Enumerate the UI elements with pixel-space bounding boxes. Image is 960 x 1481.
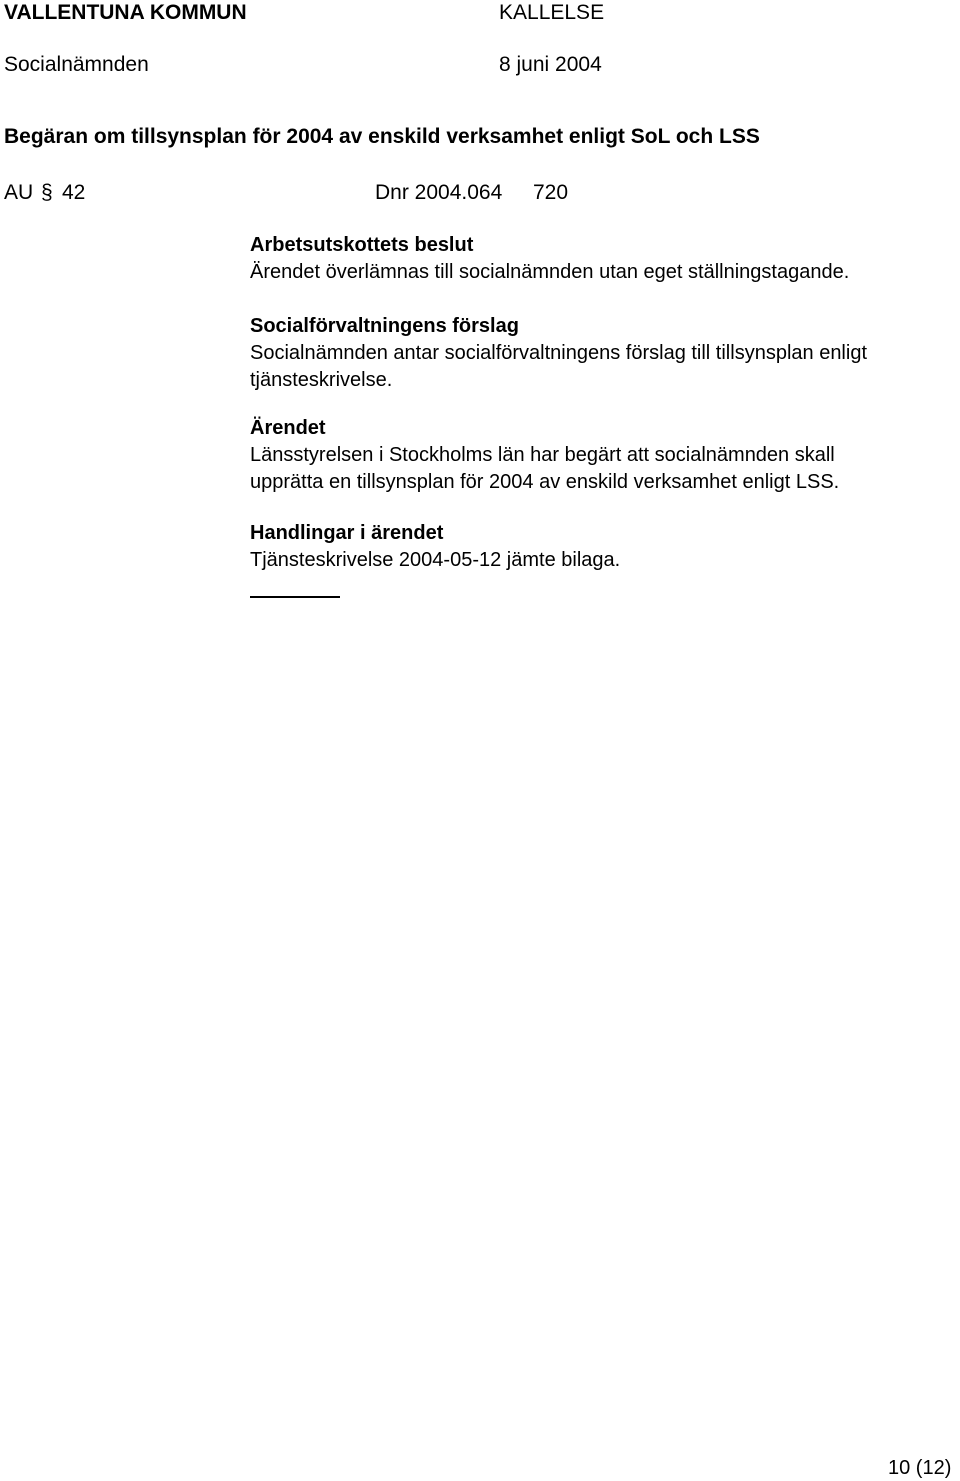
section-text-proposal-line2: tjänsteskrivelse. [250, 369, 393, 391]
section-heading-matter: Ärendet [250, 417, 326, 439]
classification-code: 720 [533, 181, 569, 204]
section-text-decision: Ärendet överlämnas till socialnämnden utan eget ställningstagande. [250, 261, 850, 283]
au-number: 42 [62, 181, 86, 204]
document-title: Begäran om tillsynsplan för 2004 av enskild verksamhet enligt SoL och LSS [4, 125, 760, 148]
section-symbol: § [41, 181, 53, 204]
section-text-documents: Tjänsteskrivelse 2004-05-12 jämte bilaga. [250, 549, 621, 571]
section-heading-documents: Handlingar i ärendet [250, 522, 444, 544]
end-rule [250, 596, 340, 598]
section-text-proposal-line1: Socialnämnden antar socialförvaltningens förslag till tillsynsplan enligt [250, 342, 868, 364]
meeting-date: 8 juni 2004 [499, 53, 602, 76]
document-type: KALLELSE [499, 1, 605, 24]
page-number: 10 (12) [888, 1457, 952, 1479]
section-text-matter-line1: Länsstyrelsen i Stockholms län har begärt att socialnämnden skall [250, 444, 835, 466]
section-text-matter-line2: upprätta en tillsynsplan för 2004 av enskild verksamhet enligt LSS. [250, 471, 840, 493]
section-heading-proposal: Socialförvaltningens förslag [250, 315, 519, 337]
committee-name: Socialnämnden [4, 53, 149, 76]
section-heading-decision: Arbetsutskottets beslut [250, 234, 474, 256]
dnr-number: Dnr 2004.064 [375, 181, 503, 204]
organization-name: VALLENTUNA KOMMUN [4, 1, 247, 24]
au-prefix: AU [4, 181, 34, 204]
